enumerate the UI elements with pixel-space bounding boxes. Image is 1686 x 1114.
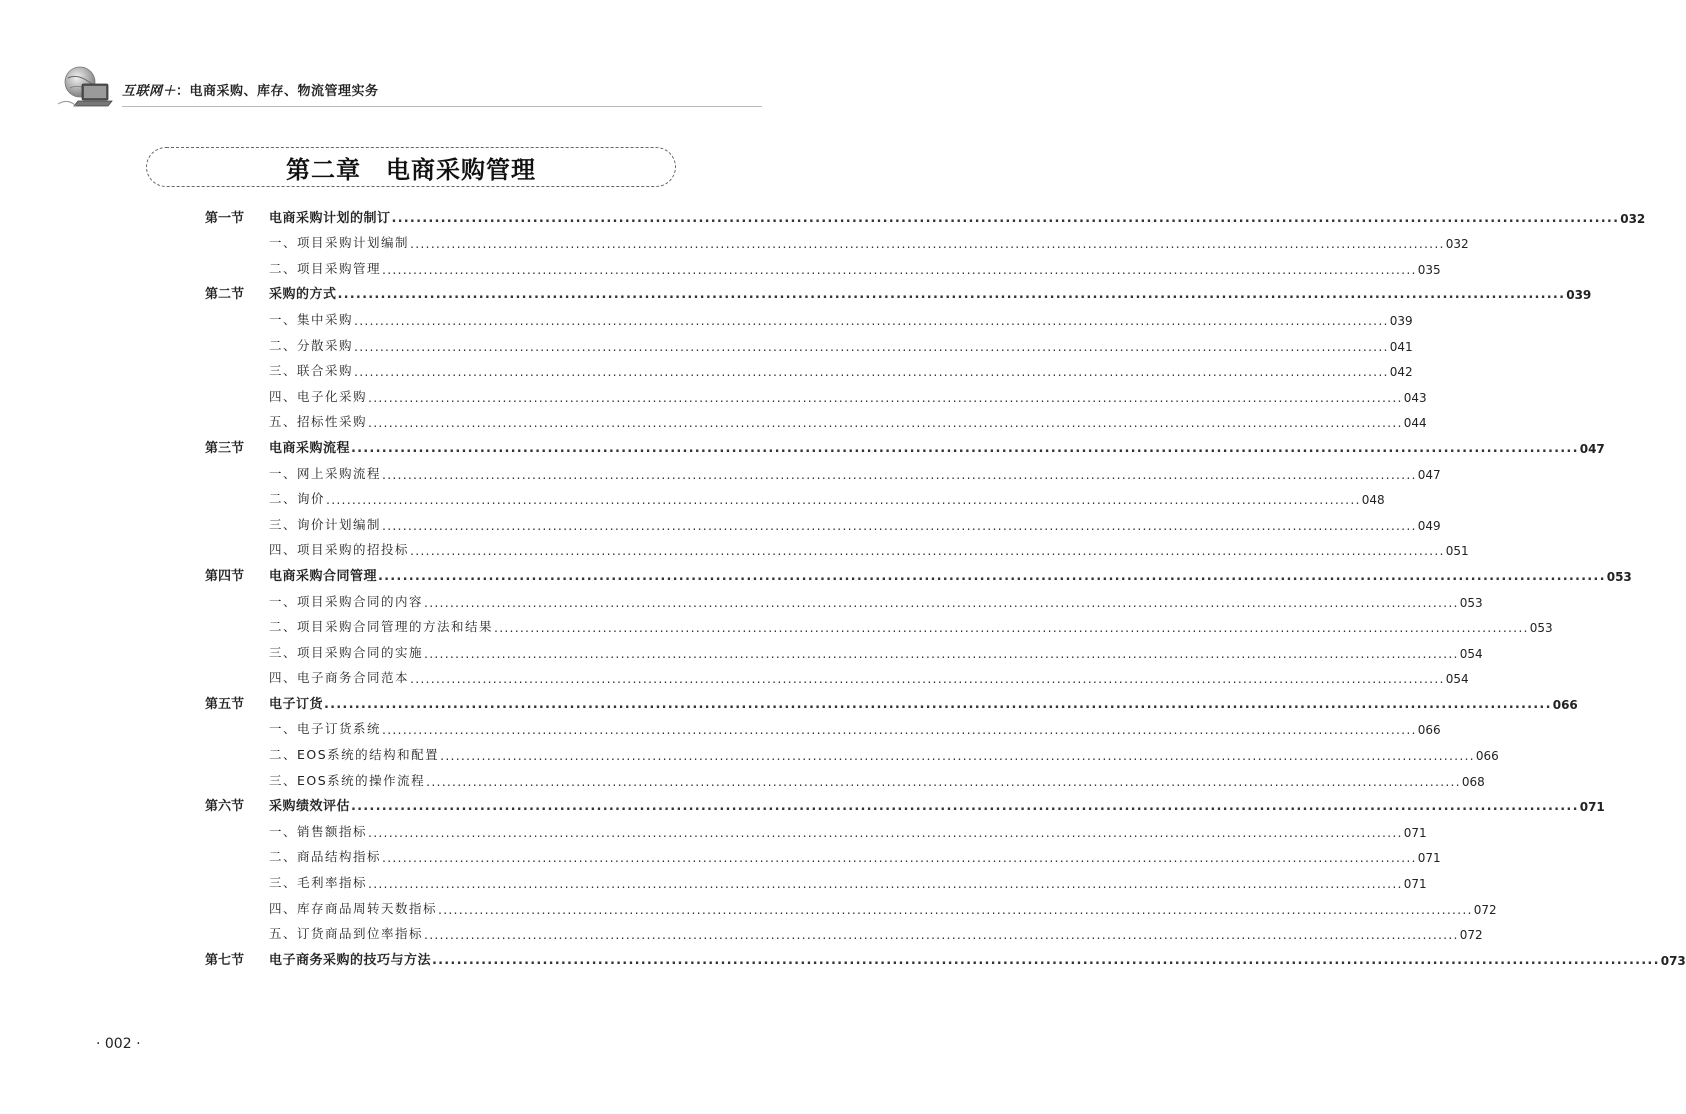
toc-section-number: 第二节 — [205, 287, 245, 303]
toc-leader-dots: ........................................................................................................................................................................................................ — [382, 261, 1417, 277]
toc-item-row — [205, 511, 1441, 537]
book-title-separator: ： — [176, 84, 190, 99]
toc-entry-title: 三、项目采购合同的实施 — [269, 644, 424, 660]
toc-section-number: 第一节 — [205, 210, 245, 226]
toc-entry-title: 四、项目采购的招投标 — [269, 542, 410, 558]
toc-leader-dots: ........................................................................................................................................................................................................ — [410, 236, 1445, 252]
toc-item-row — [205, 486, 1385, 512]
toc-entry-title: 四、电子化采购 — [269, 388, 368, 404]
toc-entry-title: 三、询价计划编制 — [269, 516, 382, 532]
toc-leader-dots: ........................................................................................................................................................................................................ — [382, 517, 1417, 533]
chapter-title-frame — [146, 147, 676, 187]
toc-page-number: 054 — [1445, 672, 1469, 687]
toc-page-number: 043 — [1403, 390, 1427, 405]
toc-entry-title: 二、EOS系统的结构和配置 — [269, 747, 440, 763]
toc-page-number: 066 — [1417, 723, 1441, 738]
toc-page-number: 032 — [1445, 237, 1469, 252]
toc-leader-dots: ........................................................................................................................................................................................................ — [351, 440, 1579, 456]
toc-section-row — [205, 690, 1578, 716]
toc-leader-dots: ........................................................................................................................................................................................................ — [354, 364, 1389, 380]
toc-leader-dots: ........................................................................................................................................................................................................ — [368, 824, 1403, 840]
toc-page-number: 066 — [1475, 749, 1499, 764]
toc-entry-title: 三、联合采购 — [269, 363, 354, 379]
toc-page-number: 053 — [1459, 595, 1483, 610]
toc-section-row — [205, 793, 1605, 819]
toc-leader-dots: ........................................................................................................................................................................................................ — [438, 901, 1473, 917]
toc-entry-title: 电商采购计划的制订 — [269, 210, 391, 226]
book-title — [122, 80, 379, 99]
toc-leader-dots: ........................................................................................................................................................................................................ — [382, 722, 1417, 738]
toc-entry-title: 一、项目采购合同的内容 — [269, 593, 424, 609]
toc-entry-title: 电子订货 — [269, 696, 324, 712]
toc-entry-title: 采购的方式 — [269, 287, 337, 303]
toc-leader-dots: ........................................................................................................................................................................................................ — [424, 645, 1459, 661]
toc-entry-title: 一、项目采购计划编制 — [269, 235, 410, 251]
toc-page-number: 047 — [1417, 467, 1441, 482]
toc-item-row — [205, 230, 1469, 256]
toc-page-number: 068 — [1461, 774, 1485, 789]
toc-item-row — [205, 409, 1427, 435]
toc-page-number: 053 — [1529, 621, 1553, 636]
toc-section-row — [205, 562, 1632, 588]
toc-leader-dots: ........................................................................................................................................................................................................ — [424, 927, 1459, 943]
toc-leader-dots: ........................................................................................................................................................................................................ — [351, 799, 1579, 815]
toc-entry-title: 五、招标性采购 — [269, 414, 368, 430]
toc-section-row — [205, 946, 1686, 972]
header-divider — [122, 106, 762, 107]
chapter-title: 第二章 电商采购管理 — [286, 154, 536, 184]
toc-page-number: 054 — [1459, 646, 1483, 661]
toc-entry-title: 三、毛利率指标 — [269, 875, 368, 891]
toc-item-row — [205, 741, 1499, 767]
toc-page-number: 041 — [1389, 339, 1413, 354]
toc-page-number: 066 — [1552, 697, 1578, 712]
book-brand: 互联网＋ — [122, 84, 177, 99]
toc-item-row — [205, 383, 1427, 409]
toc-item-row — [205, 255, 1441, 281]
toc-item-row — [205, 767, 1485, 793]
toc-entry-title: 三、EOS系统的操作流程 — [269, 772, 426, 788]
toc-item-row — [205, 639, 1483, 665]
toc-entry-title: 一、电子订货系统 — [269, 721, 382, 737]
toc-page-number: 051 — [1445, 544, 1469, 559]
toc-page-number: 039 — [1389, 313, 1413, 328]
toc-item-row — [205, 614, 1553, 640]
toc-entry-title: 一、销售额指标 — [269, 823, 368, 839]
toc-leader-dots: ........................................................................................................................................................................................................ — [426, 773, 1461, 789]
toc-leader-dots: ........................................................................................................................................................................................................ — [494, 620, 1529, 636]
toc-entry-title: 四、电子商务合同范本 — [269, 670, 410, 686]
toc-leader-dots: ........................................................................................................................................................................................................ — [337, 287, 1566, 303]
toc-page-number: 071 — [1403, 825, 1427, 840]
toc-entry-title: 二、分散采购 — [269, 337, 354, 353]
toc-leader-dots: ........................................................................................................................................................................................................ — [391, 210, 1620, 226]
toc-entry-title: 五、订货商品到位率指标 — [269, 926, 424, 942]
toc-page-number: 044 — [1403, 416, 1427, 431]
toc-leader-dots: ........................................................................................................................................................................................................ — [378, 568, 1606, 584]
toc-section-number: 第六节 — [205, 799, 245, 815]
toc-entry-title: 二、询价 — [269, 491, 326, 507]
toc-entry-title: 采购绩效评估 — [269, 799, 351, 815]
toc-leader-dots: ........................................................................................................................................................................................................ — [368, 876, 1403, 892]
toc-page-number: 071 — [1579, 800, 1605, 815]
toc-entry-title: 二、项目采购管理 — [269, 260, 382, 276]
toc-entry-title: 二、商品结构指标 — [269, 849, 382, 865]
toc-item-row — [205, 665, 1469, 691]
toc-item-row — [205, 818, 1427, 844]
toc-page-number: 035 — [1417, 262, 1441, 277]
laptop-globe-icon — [56, 64, 116, 112]
toc-page-number: 047 — [1579, 441, 1605, 456]
toc-item-row — [205, 358, 1413, 384]
toc-leader-dots: ........................................................................................................................................................................................................ — [354, 338, 1389, 354]
toc-page-number: 072 — [1459, 928, 1483, 943]
toc-section-row — [205, 434, 1605, 460]
toc-leader-dots: ........................................................................................................................................................................................................ — [410, 671, 1445, 687]
toc-item-row — [205, 332, 1413, 358]
toc-item-row — [205, 588, 1483, 614]
toc-item-row — [205, 306, 1413, 332]
toc-leader-dots: ........................................................................................................................................................................................................ — [410, 543, 1445, 559]
toc-page-number: 048 — [1361, 493, 1385, 508]
toc-leader-dots: ........................................................................................................................................................................................................ — [432, 952, 1660, 968]
toc-item-row — [205, 844, 1441, 870]
toc-item-row — [205, 895, 1497, 921]
table-of-contents — [205, 204, 1686, 972]
toc-item-row — [205, 921, 1483, 947]
toc-section-row — [205, 281, 1592, 307]
toc-entry-title: 四、库存商品周转天数指标 — [269, 900, 438, 916]
running-header — [56, 62, 756, 114]
toc-item-row — [205, 716, 1441, 742]
toc-section-row — [205, 204, 1646, 230]
toc-page-number: 053 — [1606, 569, 1632, 584]
toc-page-number: 071 — [1403, 877, 1427, 892]
book-subtitle: 电商采购、库存、物流管理实务 — [189, 84, 379, 99]
toc-item-row — [205, 869, 1427, 895]
toc-item-row — [205, 460, 1441, 486]
toc-page-number: 042 — [1389, 365, 1413, 380]
toc-page-number: 073 — [1660, 953, 1686, 968]
toc-leader-dots: ........................................................................................................................................................................................................ — [354, 312, 1389, 328]
toc-entry-title: 一、集中采购 — [269, 311, 354, 327]
toc-page-number: 049 — [1417, 518, 1441, 533]
toc-leader-dots: ........................................................................................................................................................................................................ — [382, 466, 1417, 482]
toc-leader-dots: ........................................................................................................................................................................................................ — [424, 594, 1459, 610]
toc-page-number: 071 — [1417, 851, 1441, 866]
toc-item-row — [205, 537, 1469, 563]
toc-entry-title: 电子商务采购的技巧与方法 — [269, 952, 432, 968]
toc-section-number: 第四节 — [205, 568, 245, 584]
toc-leader-dots: ........................................................................................................................................................................................................ — [368, 415, 1403, 431]
toc-page-number: 039 — [1566, 288, 1592, 303]
toc-section-number: 第七节 — [205, 952, 245, 968]
toc-entry-title: 电商采购合同管理 — [269, 568, 378, 584]
toc-leader-dots: ........................................................................................................................................................................................................ — [326, 492, 1361, 508]
toc-leader-dots: ........................................................................................................................................................................................................ — [382, 850, 1417, 866]
page-number: · 002 · — [96, 1036, 141, 1052]
toc-section-number: 第三节 — [205, 440, 245, 456]
toc-leader-dots: ........................................................................................................................................................................................................ — [440, 748, 1475, 764]
toc-section-number: 第五节 — [205, 696, 245, 712]
toc-leader-dots: ........................................................................................................................................................................................................ — [368, 389, 1403, 405]
toc-leader-dots: ........................................................................................................................................................................................................ — [324, 696, 1552, 712]
toc-entry-title: 二、项目采购合同管理的方法和结果 — [269, 619, 494, 635]
toc-entry-title: 一、网上采购流程 — [269, 465, 382, 481]
toc-entry-title: 电商采购流程 — [269, 440, 351, 456]
toc-page-number: 032 — [1620, 211, 1646, 226]
toc-page-number: 072 — [1473, 902, 1497, 917]
